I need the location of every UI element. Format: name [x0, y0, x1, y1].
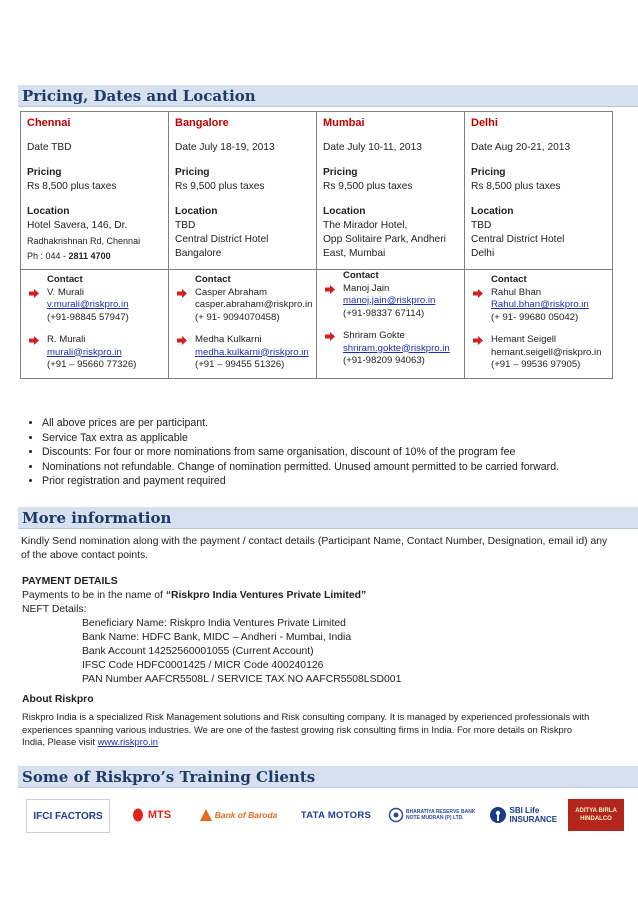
clients-header: Some of Riskpro’s Training Clients [18, 766, 638, 788]
neft-line: Beneficiary Name: Riskpro India Ventures Private Limited [82, 618, 346, 629]
pricing-table [20, 111, 613, 379]
payment-heading: PAYMENT DETAILS [22, 576, 118, 587]
arrow-bullet-icon [325, 332, 335, 341]
contact-entry [469, 334, 606, 372]
contact-email-link[interactable]: shriram.gokte@riskpro.in [343, 342, 450, 354]
contacts-row [21, 270, 613, 379]
contact-entry [25, 334, 162, 372]
pricing-row [21, 112, 613, 270]
city-column-chennai [21, 112, 169, 270]
event-date: Date July 10-11, 2013 [323, 142, 422, 153]
mts-egg-icon [131, 808, 145, 822]
contact-entry [173, 334, 310, 372]
contact-label: Contact [47, 274, 83, 285]
client-logo-sbi-life [484, 799, 566, 831]
arrow-bullet-icon [473, 336, 483, 345]
nomination-line: of the above contact points. [21, 550, 149, 561]
contact-phone: (+91 – 95660 77326) [47, 359, 137, 370]
arrow-bullet-icon [325, 285, 335, 294]
contact-phone: (+ 91- 9094070458) [195, 311, 280, 323]
pricing-label: Pricing [323, 167, 358, 178]
client-logo-text: MTS [147, 809, 172, 821]
contact-phone: (+91-98337 67114) [343, 307, 425, 319]
contact-entry [321, 283, 458, 321]
city-name: Delhi [471, 117, 498, 129]
location-line: Central District Hotel [471, 234, 565, 245]
contact-label: Contact [195, 274, 231, 285]
about-paragraph [22, 711, 589, 749]
arrow-bullet-icon [29, 336, 39, 345]
nomination-line: Kindly Send nomination along with the payment / contact details (Participant Name, Contact Number, Designation, email id) any [21, 536, 608, 547]
contact-name: Shriram Gokte [343, 330, 405, 341]
client-logo-hindalco [568, 799, 624, 831]
client-logo-text: Bank of Baroda [214, 810, 278, 820]
price: Rs 9,500 plus taxes [323, 181, 413, 192]
contact-name: Hemant Seigell [491, 334, 557, 345]
neft-line: Bank Name: HDFC Bank, MIDC – Andheri - Mumbai, India [82, 632, 352, 643]
contact-cell-mumbai [317, 270, 465, 379]
city-name: Chennai [27, 117, 71, 129]
neft-line: Bank Account 14252560001055 (Current Account) [82, 646, 314, 657]
city-column-mumbai [317, 112, 465, 270]
location-line: TBD [471, 220, 492, 231]
about-line: Riskpro India is a specialized Risk Management solutions and Risk consulting company. It is managed by experienced professionals with [22, 711, 590, 722]
client-logos-strip [26, 799, 626, 833]
sbi-keyhole-icon [489, 806, 507, 824]
city-column-delhi [465, 112, 613, 270]
neft-details [82, 617, 401, 687]
about-line-prefix: India, Please visit [22, 736, 98, 747]
location-line: Bangalore [175, 248, 222, 259]
payment-line-prefix: Payments to be in the name of [22, 590, 166, 601]
contact-cell-bangalore [169, 270, 317, 379]
event-date: Date Aug 20-21, 2013 [471, 142, 571, 153]
contact-name: R. Murali [47, 334, 86, 345]
phone-prefix: Ph : 044 - [27, 251, 69, 261]
location-line: The Mirador Hotel, [323, 220, 408, 231]
contact-entry [469, 287, 606, 325]
contact-label: Contact [343, 270, 379, 281]
client-logo-text: IFCI FACTORS [33, 810, 103, 822]
location-line: Central District Hotel [175, 234, 269, 245]
city-column-bangalore [169, 112, 317, 270]
contact-email-link[interactable]: Rahul.bhan@riskpro.in [491, 299, 589, 310]
more-info-header: More information [18, 507, 638, 529]
payment-details [22, 575, 401, 687]
payee-name: “Riskpro India Ventures Private Limited” [165, 590, 367, 601]
contact-phone: (+91 – 99536 97905) [491, 359, 581, 370]
location-label: Location [175, 206, 218, 217]
location-line: Radhakrishnan Rd, Chennai [27, 236, 141, 246]
contact-email: hemant.seigell@riskpro.in [491, 346, 602, 358]
location-label: Location [471, 206, 514, 217]
about-line: experiences spanning various industries. We are one of the fastest growing risk consulting firms in India. For more details on Riskpro [22, 723, 573, 735]
brbnmpl-emblem-icon [388, 807, 404, 823]
event-date: Date TBD [27, 142, 72, 153]
payment-line [22, 589, 401, 603]
arrow-bullet-icon [177, 289, 187, 298]
neft-label: NEFT Details: [22, 604, 87, 615]
client-logo-tata-motors [291, 799, 381, 831]
contact-name: Medha Kulkarni [195, 334, 262, 345]
price: Rs 8,500 plus taxes [471, 181, 561, 192]
arrow-bullet-icon [29, 289, 39, 298]
client-logo-bank-of-baroda [189, 799, 287, 831]
client-logo-text: SBI Life INSURANCE [509, 806, 558, 824]
neft-line: PAN Number AAFCR5508L / SERVICE TAX NO AAFCR5508LSD001 [82, 674, 402, 685]
contact-name: V. Murali [47, 286, 84, 298]
note-item: • Nominations not refundable. Change of nomination permitted. Unused amount permitted to be carried forward. [42, 460, 559, 475]
city-name: Mumbai [323, 117, 365, 129]
phone-number: 2811 4700 [68, 251, 111, 261]
location-label: Location [323, 206, 366, 217]
arrow-bullet-icon [473, 289, 483, 298]
contact-phone: (+91 – 99455 51326) [195, 359, 285, 370]
contact-phone: (+ 91- 99680 05042) [491, 311, 579, 323]
contact-entry [173, 286, 313, 325]
contact-phone: (+91-98209 94063) [343, 355, 425, 366]
venue-phone [27, 249, 162, 263]
about-line [22, 736, 589, 749]
contact-name: Casper Abraham [195, 286, 267, 298]
contact-cell-delhi [465, 270, 613, 379]
pricing-label: Pricing [471, 167, 506, 178]
contact-entry [321, 330, 458, 368]
location-line: TBD [175, 220, 196, 231]
client-logo-text: TATA MOTORS [300, 809, 372, 821]
neft-line: IFSC Code HDFC0001425 / MICR Code 400240126 [82, 660, 324, 671]
location-line: East, Mumbai [323, 248, 386, 259]
contact-email-link[interactable]: v.murali@riskpro.in [47, 299, 129, 310]
contact-phone: (+91-98845 57947) [47, 311, 129, 323]
contact-name: Rahul Bhan [491, 286, 542, 298]
city-name: Bangalore [175, 117, 229, 129]
contact-email: casper.abraham@riskpro.in [195, 299, 313, 310]
contact-label: Contact [491, 274, 527, 285]
client-logo-text: ADITYA BIRLA HINDALCO [575, 808, 617, 822]
pricing-label: Pricing [175, 167, 210, 178]
location-line: Opp Solitaire Park, Andheri [323, 234, 446, 245]
client-logo-ifci [26, 799, 110, 833]
baroda-sun-icon [199, 808, 213, 822]
contact-email-link[interactable]: medha.kulkarni@riskpro.in [195, 346, 309, 358]
client-logo-text: BHARATIYA RESERVE BANK NOTE MUDRAN (P) LTD. [406, 809, 476, 821]
location-line: Delhi [471, 248, 495, 259]
client-logo-brbnmpl [386, 799, 478, 831]
note-item: • Discounts: For four or more nominations from same organisation, discount of 10% of the program fee [42, 445, 559, 460]
pricing-notes-list [22, 416, 559, 489]
pricing-section-header: Pricing, Dates and Location [18, 85, 638, 107]
note-item: • Prior registration and payment required [42, 474, 559, 489]
price: Rs 8,500 plus taxes [27, 181, 117, 192]
arrow-bullet-icon [177, 336, 187, 345]
pricing-label: Pricing [27, 167, 62, 178]
nomination-instructions [21, 535, 607, 563]
event-date: Date July 18-19, 2013 [175, 142, 275, 153]
contact-email-link[interactable]: manoj.jain@riskpro.in [343, 295, 436, 306]
website-link[interactable]: www.riskpro.in [97, 736, 158, 747]
note-item: • All above prices are per participant. [42, 416, 559, 431]
contact-email-link[interactable]: murali@riskpro.in [47, 346, 122, 358]
client-logo-mts [118, 799, 184, 831]
contact-entry [25, 287, 162, 325]
note-item: • Service Tax extra as applicable [42, 431, 559, 446]
contact-name: Manoj Jain [343, 282, 390, 294]
location-label: Location [27, 206, 70, 217]
location-line: Hotel Savera, 146, Dr. [27, 220, 128, 231]
contact-cell-chennai [21, 270, 169, 379]
about-heading: About Riskpro [22, 694, 94, 705]
price: Rs 9,500 plus taxes [175, 181, 265, 192]
